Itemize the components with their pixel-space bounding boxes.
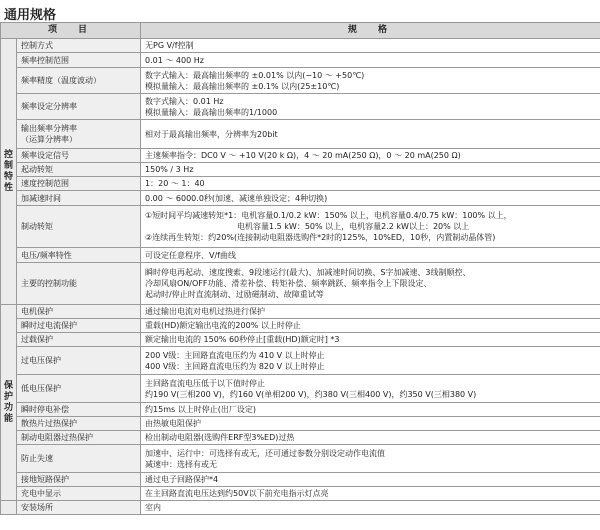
item-value: 可设定任意程序、V/f曲线 bbox=[141, 248, 600, 263]
header-item: 项 目 bbox=[1, 23, 141, 39]
table-row bbox=[1, 248, 600, 263]
item-name: 瞬时停电补偿 bbox=[17, 403, 141, 417]
item-value: 无PG V/f控制 bbox=[141, 39, 600, 53]
item-name: 瞬时过电流保护 bbox=[17, 319, 141, 333]
item-name: 电机保护 bbox=[17, 305, 141, 319]
item-name: 输出频率分辨率 （运算分辨率） bbox=[17, 120, 141, 149]
item-value: 室内 bbox=[141, 501, 600, 515]
item-name: 低电压保护 bbox=[17, 375, 141, 403]
item-value: 主速频率指令：DC0 V ～ +10 V(20 k Ω)，4 ～ 20 mA(250 Ω)，0 ～ 20 mA(250 Ω) bbox=[141, 149, 600, 163]
table-row bbox=[1, 149, 600, 163]
group-label-environment bbox=[1, 501, 17, 515]
value-line: 约190 V(三相200 V)，约160 V(单相200 V)，约380 V(三相400 V)，约350 V(三相380 V) bbox=[145, 389, 477, 399]
item-value: 在主回路直流电压达到约50V以下前充电指示灯点亮 bbox=[141, 487, 600, 501]
value-line: 模拟量输入：最高输出频率的 ±0.1% 以内(25±10℃) bbox=[145, 81, 340, 91]
item-value: 0.00 ～ 6000.0秒(加速、减速单独设定；4种切换) bbox=[141, 191, 600, 206]
item-value bbox=[141, 68, 600, 94]
item-value: 通过电子回路保护*4 bbox=[141, 473, 600, 487]
value-line: 数字式输入：最高输出频率的 ±0.01% 以内(−10 ～ +50℃) bbox=[145, 70, 365, 80]
value-line: 主回路直流电压低于以下值时停止 bbox=[145, 378, 266, 388]
item-value: 由热敏电阻保护 bbox=[141, 417, 600, 431]
value-line: ①短时间平均减速转矩*1：电机容量0.1/0.2 kW：150% 以上，电机容量0.4/0.75 kW：100% 以上， bbox=[145, 211, 512, 220]
table-row bbox=[1, 206, 600, 248]
table-row bbox=[1, 120, 600, 149]
value-line: 数字式输入：0.01 Hz bbox=[145, 96, 224, 106]
table-row bbox=[1, 403, 600, 417]
item-value: 额定输出电流的 150% 60秒停止[重载(HD)额定时] *3 bbox=[141, 333, 600, 347]
table-row bbox=[1, 39, 600, 53]
item-name: 速度控制范围 bbox=[17, 177, 141, 191]
item-name: 防止失速 bbox=[17, 445, 141, 473]
table-row bbox=[1, 375, 600, 403]
value-line: 冷却风扇ON/OFF功能、滑差补偿、转矩补偿、频率跳跃、频率指令上下限设定、 bbox=[145, 279, 432, 288]
item-value: 通过输出电流对电机过热进行保护 bbox=[141, 305, 600, 319]
item-name: 频率控制范围 bbox=[17, 53, 141, 68]
item-name: 控制方式 bbox=[17, 39, 141, 53]
item-name: 电压/频率特性 bbox=[17, 248, 141, 263]
table-row bbox=[1, 319, 600, 333]
item-value: 重载(HD)额定输出电流的200% 以上时停止 bbox=[141, 319, 600, 333]
item-value bbox=[141, 263, 600, 305]
value-line: 400 V级：主回路直流电压约为 820 V 以上时停止 bbox=[145, 361, 325, 371]
item-name: 充电中显示 bbox=[17, 487, 141, 501]
item-value bbox=[141, 94, 600, 120]
item-name: 制动电阻器过热保护 bbox=[17, 431, 141, 445]
value-line: 200 V级：主回路直流电压约为 410 V 以上时停止 bbox=[145, 350, 325, 360]
table-row bbox=[1, 445, 600, 473]
item-name: 制动转矩 bbox=[17, 206, 141, 248]
item-name: 起动转矩 bbox=[17, 163, 141, 177]
value-line: ②连续再生转矩：约20%(连接制动电阻器选购件*2时的125%，10%ED，10秒，内置制动晶体管) bbox=[145, 233, 496, 242]
table-row bbox=[1, 191, 600, 206]
table-header-row bbox=[1, 23, 600, 39]
item-name: 频率精度（温度波动） bbox=[17, 68, 141, 94]
item-value bbox=[141, 347, 600, 375]
item-value: 相对于最高输出频率，分辨率为20bit bbox=[141, 120, 600, 149]
table-row bbox=[1, 473, 600, 487]
value-line: 加速中、运行中：可选择有或无，还可通过参数分别设定动作电流值 bbox=[145, 448, 386, 458]
table-row bbox=[1, 263, 600, 305]
table-row bbox=[1, 347, 600, 375]
table-row bbox=[1, 163, 600, 177]
item-name: 主要的控制功能 bbox=[17, 263, 141, 305]
group-label-protect: 保护功能 bbox=[1, 305, 17, 501]
item-value bbox=[141, 445, 600, 473]
table-row bbox=[1, 68, 600, 94]
page-title: 通用规格 bbox=[4, 8, 57, 23]
value-line: 瞬时停电再起动、速度搜索、9段速运行(最大)、加减速时间切换、S字加减速、3线制顺控、 bbox=[145, 268, 471, 277]
item-value bbox=[141, 206, 600, 248]
item-value: 1：20 ～ 1：40 bbox=[141, 177, 600, 191]
table-row bbox=[1, 487, 600, 501]
value-line: 起动时/停止时直流制动、过励磁制动、故障重试等 bbox=[145, 290, 324, 299]
table-row bbox=[1, 177, 600, 191]
item-name: 过载保护 bbox=[17, 333, 141, 347]
table-row bbox=[1, 417, 600, 431]
item-value: 0.01 ～ 400 Hz bbox=[141, 53, 600, 68]
table-row bbox=[1, 431, 600, 445]
table-row bbox=[1, 333, 600, 347]
item-name: 加减速时间 bbox=[17, 191, 141, 206]
item-name: 过电压保护 bbox=[17, 347, 141, 375]
item-name: 安装场所 bbox=[17, 501, 141, 515]
value-line: 模拟量输入：最高输出频率的1/1000 bbox=[145, 107, 278, 117]
item-value: 约15ms 以上时停止(出厂设定) bbox=[141, 403, 600, 417]
item-name: 频率设定分辨率 bbox=[17, 94, 141, 120]
item-value: 检出制动电阻器(选购件ERF型3%ED)过热 bbox=[141, 431, 600, 445]
table-row bbox=[1, 53, 600, 68]
table-row bbox=[1, 94, 600, 120]
value-line: 减速中：选择有或无 bbox=[145, 459, 218, 469]
item-name: 散热片过热保护 bbox=[17, 417, 141, 431]
table-row bbox=[1, 305, 600, 319]
general-spec-table bbox=[0, 22, 600, 515]
item-name: 接地短路保护 bbox=[17, 473, 141, 487]
item-value bbox=[141, 375, 600, 403]
item-value: 150% / 3 Hz bbox=[141, 163, 600, 177]
group-label-control: 控制特性 bbox=[1, 39, 17, 305]
value-line: 电机容量1.5 kW：50% 以上，电机容量2.2 kW以上：20% 以上 bbox=[237, 222, 470, 231]
header-spec: 规 格 bbox=[141, 23, 600, 39]
item-name: 频率设定信号 bbox=[17, 149, 141, 163]
table-row bbox=[1, 501, 600, 515]
